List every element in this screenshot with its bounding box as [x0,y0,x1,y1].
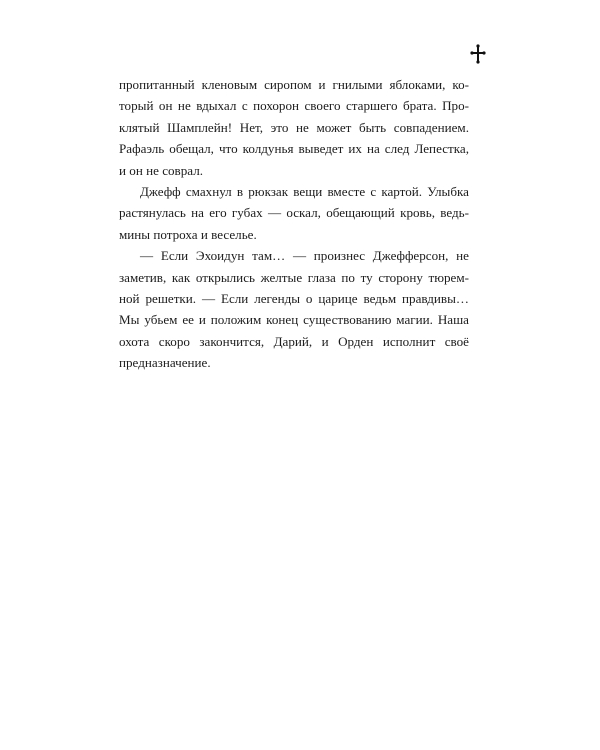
text-line: клятый Шамплейн! Нет, это не может быть совпадением. [119,119,469,135]
text-line: ной решетки. — Если легенды о царице ведьм правдивы… [119,291,469,307]
text-line: торый он не вдыхал с похорон своего старшего брата. Про- [119,98,469,114]
text-line: и он не соврал. [119,162,204,178]
text-line: мины потроха и веселье. [119,226,257,242]
text-line: Рафаэль обещал, что колдунья выведет их на след Лепестка, [119,141,469,157]
paragraph-1 [119,74,469,181]
paragraph-2 [119,181,469,245]
cross-ornament-icon [470,44,486,64]
text-line: — Если Эхоидун там… — произнес Джефферсон, не [140,248,469,264]
text-line: растянулась на его губах — оскал, обещающий кровь, ведь- [119,205,469,221]
text-line: заметив, как открылись желтые глаза по ту сторону тюрем- [119,269,469,285]
text-line: пропитанный кленовым сиропом и гнилыми яблоками, ко- [119,77,469,92]
body-text [119,74,469,374]
text-line: Мы убьем ее и положим конец существованию магии. Наша [119,312,469,328]
text-line: предназначение. [119,355,211,371]
text-line: Джефф смахнул в рюкзак вещи вместе с картой. Улыбка [140,184,469,200]
paragraph-3 [119,245,469,373]
text-line: охота скоро закончится, Дарий, и Орден исполнит своё [119,333,469,349]
